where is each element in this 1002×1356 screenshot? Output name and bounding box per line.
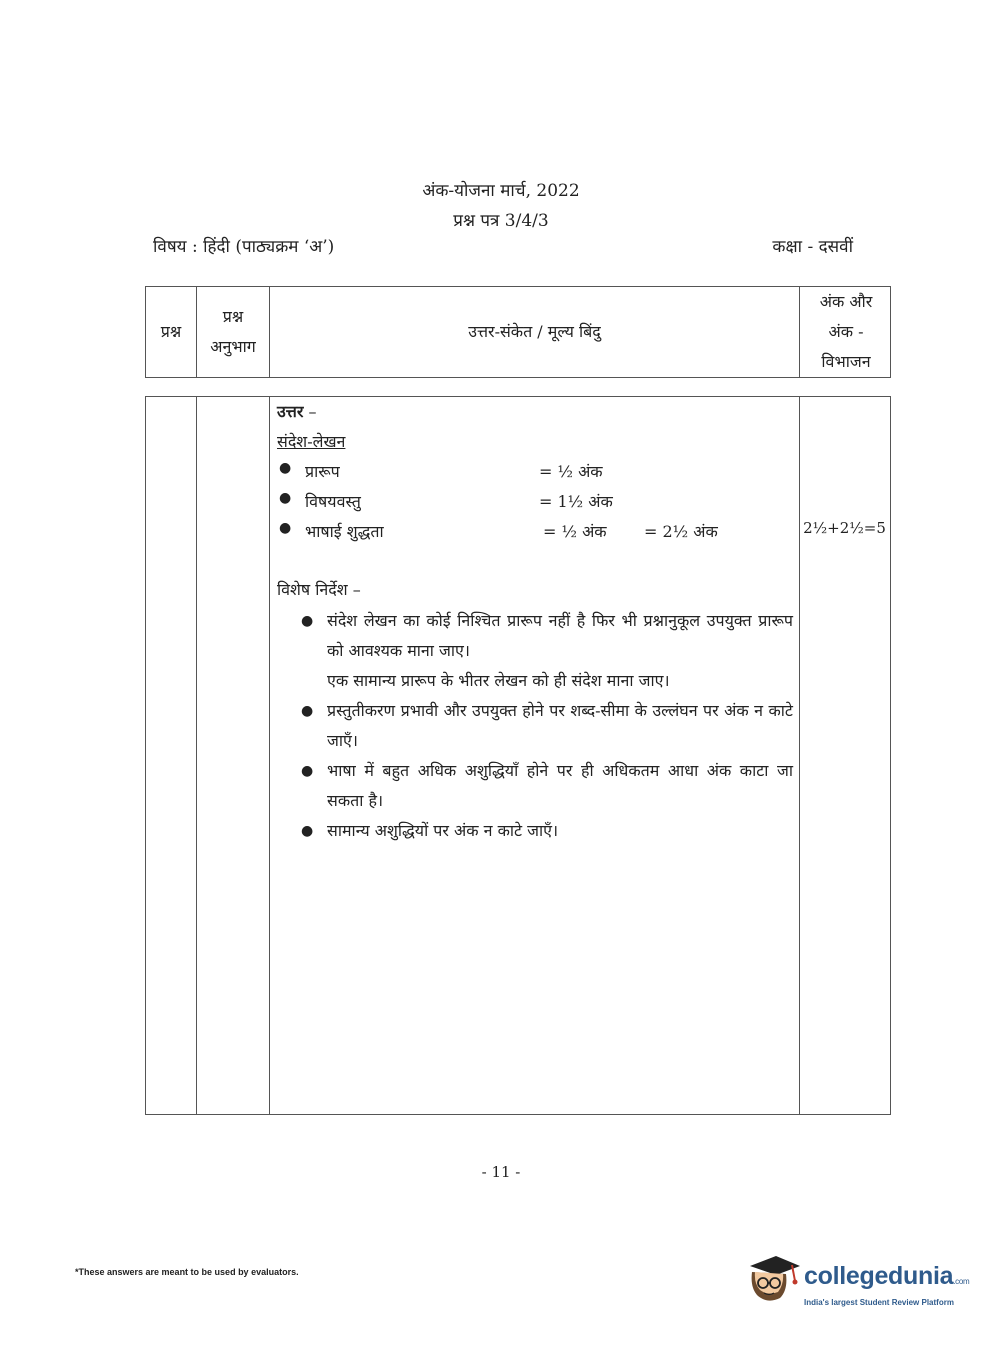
header-question: प्रश्न — [160, 322, 182, 341]
special-instructions-list — [301, 606, 793, 846]
bullet-icon: ● — [279, 520, 292, 536]
header-question-section: प्रश्न अनुभाग — [210, 307, 256, 356]
item-total: = 2½ अंक — [644, 522, 718, 541]
subject-label: विषय : हिंदी (पाठ्यक्रम ‘अ’) — [153, 237, 335, 257]
bullet-icon: ● — [279, 460, 292, 476]
collegedunia-logo: collegedunia.com India's largest Student Review Platform — [742, 1250, 972, 1310]
list-item: ● संदेश लेखन का कोई निश्चित प्रारूप नहीं है फिर भी प्रश्नानुकूल उपयुक्त प्रारूप को आवश्यक माना जाए। एक सामान्य प्रारूप के भीतर लेखन को ही संदेश माना जाए। — [301, 606, 793, 696]
document-title: अंक-योजना मार्च, 2022 — [422, 181, 580, 201]
list-item: ● भाषा में बहुत अधिक अशुद्धियाँ होने पर ही अधिकतम आधा अंक काटा जा सकता है। — [301, 756, 793, 816]
bullet-icon: ● — [279, 490, 292, 506]
subject-row — [153, 234, 853, 257]
list-item: ● प्रारूप = ½ अंक — [279, 460, 603, 481]
answer-label: उत्तर – — [277, 402, 317, 421]
mascot-icon — [742, 1250, 802, 1306]
list-item: ● प्रस्तुतीकरण प्रभावी और उपयुक्त होने पर शब्द-सीमा के उल्लंघन पर अंक न काटे जाएँ। — [301, 696, 793, 756]
paper-code: प्रश्न पत्र 3/4/3 — [453, 211, 549, 231]
logo-tagline: India's largest Student Review Platform — [804, 1298, 954, 1307]
bullet-icon: ● — [301, 613, 314, 629]
bullet-icon: ● — [301, 703, 314, 719]
class-label: कक्षा - दसवीं — [772, 237, 853, 257]
list-item: ● विषयवस्तु = 1½ अंक — [279, 490, 613, 511]
section-heading: संदेश-लेखन — [277, 432, 346, 451]
special-instructions-heading: विशेष निर्देश – — [277, 580, 361, 599]
page-number: - 11 - — [481, 1163, 521, 1181]
header-table — [145, 286, 891, 378]
list-item: ● सामान्य अशुद्धियों पर अंक न काटे जाएँ। — [301, 816, 793, 846]
bullet-icon: ● — [301, 763, 314, 779]
list-item: ● भाषाई शुद्धता = ½ अंक = 2½ अंक — [279, 520, 718, 541]
marks-division: 2½+2½=5 — [803, 519, 886, 537]
evaluator-footnote: *These answers are meant to be used by evaluators. — [75, 1267, 299, 1277]
bullet-icon: ● — [301, 823, 314, 839]
header-marks-division: अंक और अंक - विभाजन — [819, 292, 873, 371]
header-answer-hints: उत्तर-संकेत / मूल्य बिंदु — [468, 322, 601, 341]
